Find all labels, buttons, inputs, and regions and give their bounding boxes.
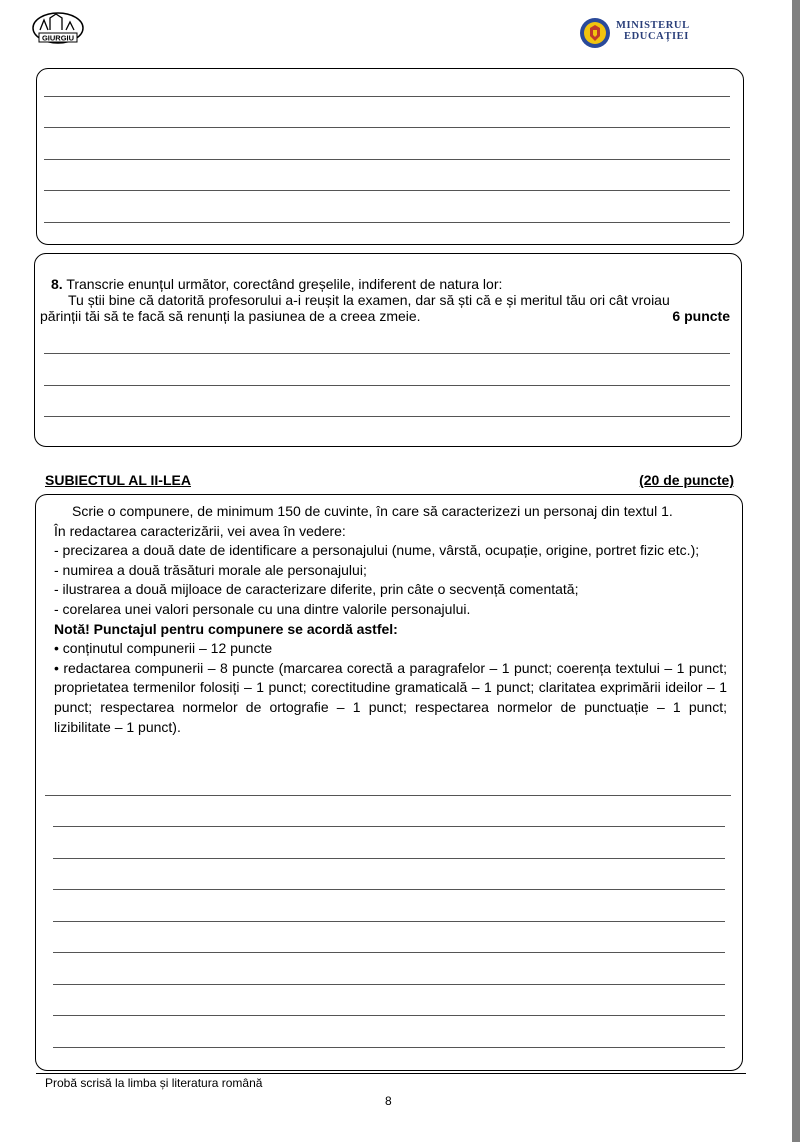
footer-divider [36,1073,746,1074]
answer-line[interactable] [53,889,725,890]
page-number: 8 [385,1094,392,1108]
question-number: 8. [51,276,63,292]
logo-caption: GIURGIU [41,33,75,43]
ministry-line1: MINISTERUL [616,20,690,31]
answer-line[interactable] [45,795,731,796]
subject-2-title: SUBIECTUL AL II-LEA [45,472,191,488]
answer-line[interactable] [44,159,730,160]
answer-line[interactable] [53,952,725,953]
answer-box-1 [36,68,744,245]
answer-line[interactable] [53,858,725,859]
question-points: 6 puncte [672,308,730,324]
note-writing: • redactarea compunerii – 8 puncte (marcarea corectă a paragrafelor – 1 punct; coerența textului – 1 punct; proprietatea termenilor folosiți – 1 punct; corectitudine gramaticală – 1 punct; claritatea exprimării ideilor – 1 punct; respectarea normelor de ortografie – 1 punct; respectarea normelor de punctuație – 1 punct; lizibilitate – 1 punct). [54,659,727,735]
answer-line[interactable] [44,385,730,386]
task-intro-2: În redactarea caracterizării, vei avea în vedere: [54,522,346,539]
answer-line[interactable] [44,127,730,128]
answer-line[interactable] [53,1015,725,1016]
ministry-logo [578,16,708,50]
answer-line[interactable] [44,353,730,354]
subject-2-text [54,502,727,737]
school-logo [30,10,86,48]
question-sentence-line1: Tu știi bine că datorită profesorului a-i reușit la examen, dar să ști că e și meritul tău ori cât vroiau [68,292,670,308]
subject-2-heading [45,472,734,488]
subject-2-points: (20 de puncte) [639,472,734,488]
note-title: Notă! Punctajul pentru compunere se acordă astfel: [54,620,398,637]
answer-line[interactable] [44,222,730,223]
answer-line[interactable] [44,96,730,97]
answer-line[interactable] [53,826,725,827]
answer-line[interactable] [53,984,725,985]
answer-line[interactable] [44,190,730,191]
requirement-1: - precizarea a două date de identificare a personajului (nume, vârstă, ocupație, origine, portret fizic etc.); [54,542,700,559]
question-8 [40,276,730,324]
ministry-emblem-icon [578,16,612,50]
question-prompt: Transcrie enunțul următor, corectând greșelile, indiferent de natura lor: [66,276,503,292]
question-sentence-line2: părinții tăi să te facă să renunți la pasiunea de a creea zmeie. [40,308,421,324]
answer-line[interactable] [53,1047,725,1048]
requirement-4: - corelarea unei valori personale cu una dintre valorile personajului. [54,600,471,617]
answer-line[interactable] [44,416,730,417]
task-intro: Scrie o compunere, de minimum 150 de cuvinte, în care să caracterizezi un personaj din textul 1. [72,503,673,519]
note-content: • conținutul compunerii – 12 puncte [54,640,273,657]
requirement-3: - ilustrarea a două mijloace de caracterizare diferite, prin câte o secvență comentată; [54,581,579,598]
footer-text: Probă scrisă la limba și literatura română [45,1076,263,1090]
requirement-2: - numirea a două trăsături morale ale personajului; [54,561,367,578]
answer-line[interactable] [53,921,725,922]
ministry-line2: EDUCAȚIEI [624,31,689,42]
